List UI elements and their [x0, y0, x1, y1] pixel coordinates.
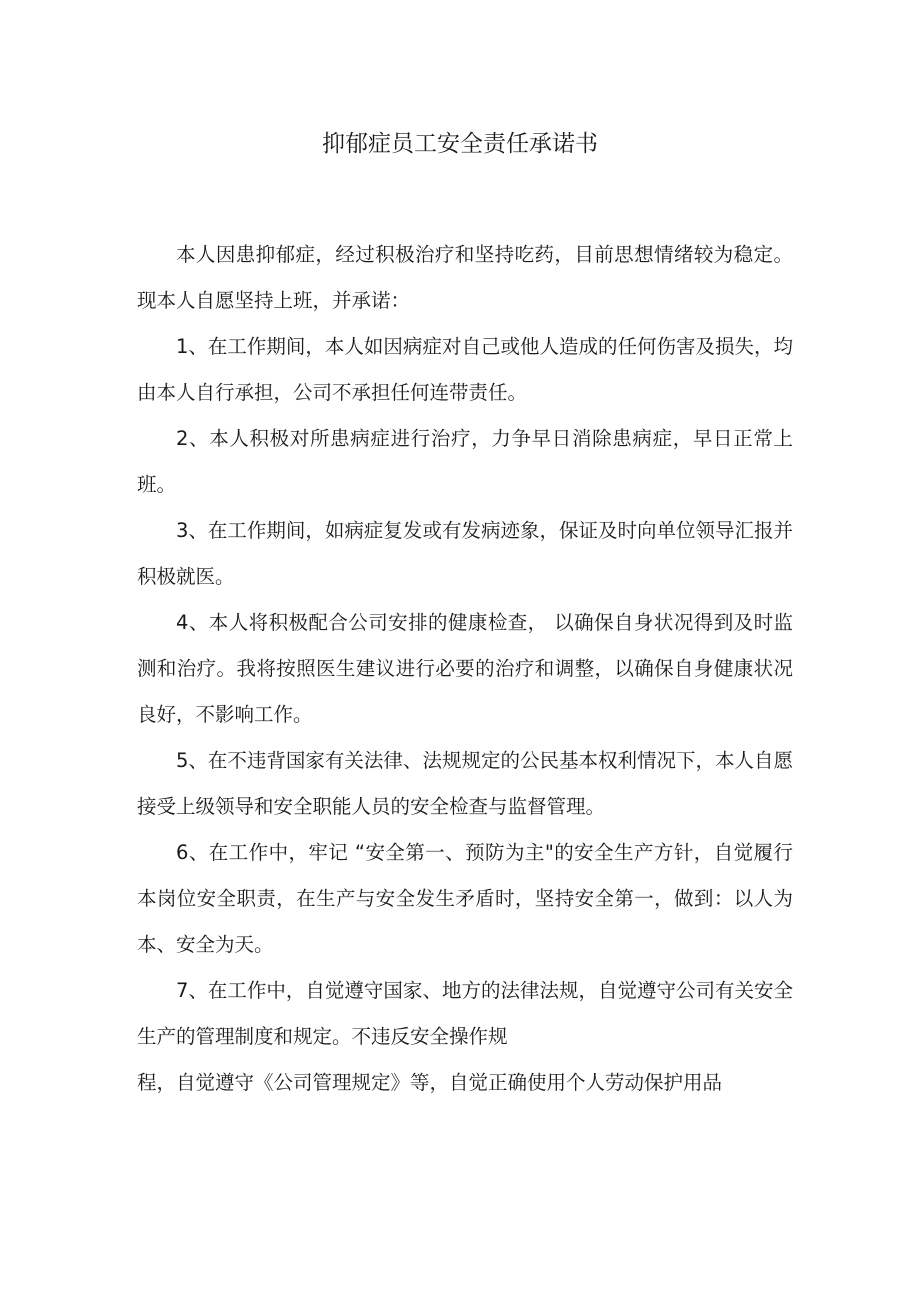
paragraph-item-7-continued: 程，自觉遵守《公司管理规定》等，自觉正确使用个人劳动保护用品 [137, 1071, 723, 1094]
paragraph-item-4: 4、本人将积极配合公司安排的健康检查， 以确保自身状况得到及时监测和治疗。我将按照医生建议进行必要的治疗和调整，以确保自身健康状况良好，不影响工作。 [137, 611, 793, 726]
document-title: 抑郁症员工安全责任承诺书 [322, 131, 598, 157]
paragraph-item-5: 5、在不违背国家有关法律、法规规定的公民基本权利情况下，本人自愿接受上级领导和安全职能人员的安全检查与监督管理。 [137, 749, 793, 818]
paragraph-item-7: 7、在工作中，自觉遵守国家、地方的法律法规，自觉遵守公司有关安全生产的管理制度和规定。不违反安全操作规 [137, 979, 793, 1048]
paragraph-item-3: 3、在工作期间，如病症复发或有发病迹象，保证及时向单位领导汇报并积极就医。 [137, 519, 793, 588]
paragraph-intro: 本人因患抑郁症，经过积极治疗和坚持吃药，目前思想情绪较为稳定。现本人自愿坚持上班，并承诺： [137, 243, 793, 312]
paragraph-item-1: 1、在工作期间，本人如因病症对自己或他人造成的任何伤害及损失，均由本人自行承担，公司不承担任何连带责任。 [137, 335, 793, 404]
paragraph-item-2: 2、本人积极对所患病症进行治疗，力争早日消除患病症，早日正常上班。 [137, 427, 793, 496]
document-body [137, 232, 793, 1106]
paragraph-item-6: 6、在工作中，牢记 “安全第一、预防为主"的安全生产方针，自觉履行本岗位安全职责，在生产与安全发生矛盾时，坚持安全第一，做到：以人为本、安全为天。 [137, 841, 793, 956]
